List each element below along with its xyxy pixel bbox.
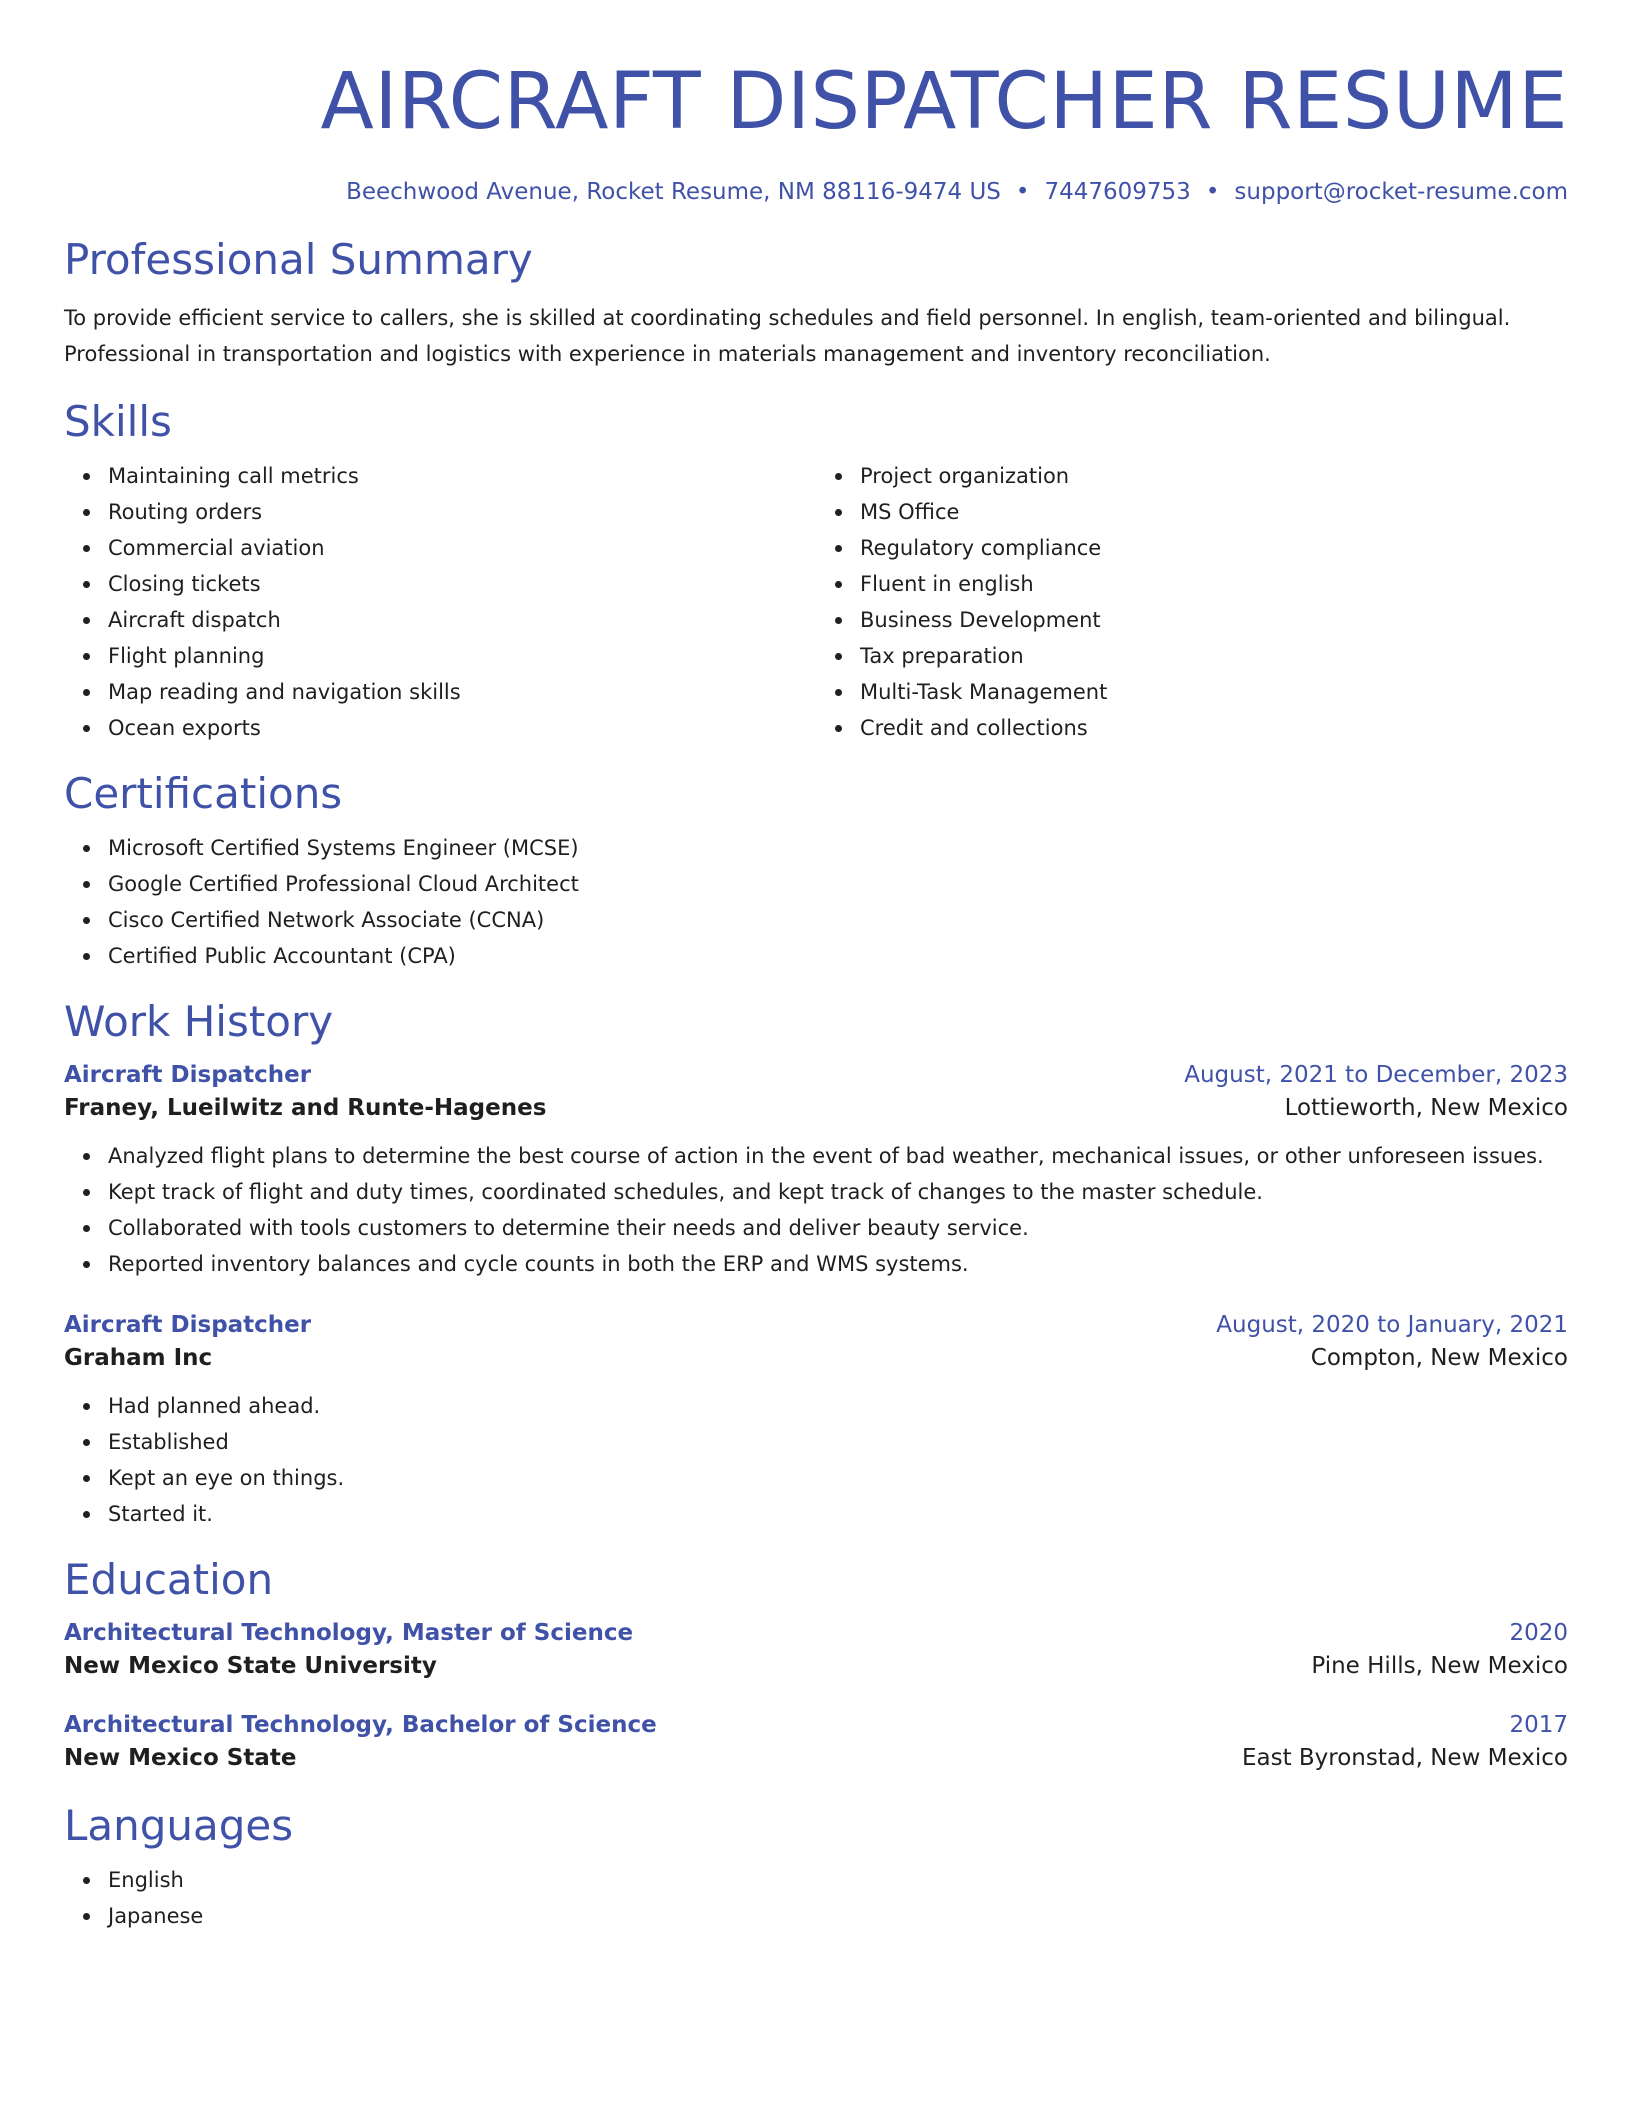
- education-heading: Education: [64, 1555, 274, 1604]
- language-item: English: [108, 1862, 1568, 1898]
- job-company: Franey, Lueilwitz and Runte-Hagenes: [64, 1095, 547, 1121]
- job-title-row: [64, 1062, 1568, 1088]
- certifications-heading: Certifications: [64, 769, 343, 818]
- skill-item: Commercial aviation: [108, 530, 816, 566]
- job-entry: [64, 1062, 1568, 1282]
- education-location: Pine Hills, New Mexico: [1311, 1653, 1568, 1679]
- summary-heading: Professional Summary: [64, 235, 533, 284]
- skills-columns: [64, 458, 1568, 746]
- job-dates: August, 2021 to December, 2023: [1184, 1062, 1568, 1088]
- job-location: Lottieworth, New Mexico: [1284, 1095, 1568, 1121]
- education-year: 2017: [1509, 1712, 1568, 1738]
- skill-item: Map reading and navigation skills: [108, 674, 816, 710]
- job-company: Graham Inc: [64, 1345, 213, 1371]
- job-entry: [64, 1312, 1568, 1532]
- skills-heading: Skills: [64, 397, 172, 446]
- skill-item: MS Office: [860, 494, 1568, 530]
- language-item: Japanese: [108, 1898, 1568, 1934]
- education-location: East Byronstad, New Mexico: [1241, 1745, 1568, 1771]
- certifications-section: [64, 768, 1568, 974]
- resume-header: [64, 0, 1568, 208]
- summary-line-1: To provide efficient service to callers, she is skilled at coordinating schedules and field personnel. In english, team-oriented and bilingual.: [64, 306, 1511, 330]
- work-history-heading: Work History: [64, 997, 334, 1046]
- education-section: [64, 1554, 1568, 1778]
- job-bullet: Started it.: [108, 1496, 1568, 1532]
- job-company-row: [64, 1338, 1568, 1378]
- contact-separator: •: [1205, 179, 1220, 205]
- summary-section: [64, 234, 1568, 372]
- education-school: New Mexico State: [64, 1745, 297, 1771]
- skill-item: Multi-Task Management: [860, 674, 1568, 710]
- job-bullet: Kept an eye on things.: [108, 1460, 1568, 1496]
- skill-item: Routing orders: [108, 494, 816, 530]
- skill-item: Ocean exports: [108, 710, 816, 746]
- certification-item: Cisco Certified Network Associate (CCNA): [108, 902, 1568, 938]
- education-degree-row: [64, 1620, 1568, 1646]
- job-bullet: Kept track of flight and duty times, coordinated schedules, and kept track of changes to the master schedule.: [108, 1174, 1568, 1210]
- contact-separator: •: [1015, 179, 1030, 205]
- job-bullets: [64, 1388, 1568, 1532]
- job-bullet: Analyzed flight plans to determine the best course of action in the event of bad weather, mechanical issues, or other unforeseen issues.: [108, 1138, 1568, 1174]
- job-bullet: Reported inventory balances and cycle counts in both the ERP and WMS systems.: [108, 1246, 1568, 1282]
- education-degree-row: [64, 1712, 1568, 1738]
- skills-section: [64, 396, 1568, 746]
- skill-item: Maintaining call metrics: [108, 458, 816, 494]
- education-degree: Architectural Technology, Master of Science: [64, 1620, 634, 1646]
- skills-list-right: [816, 458, 1568, 746]
- skill-item: Business Development: [860, 602, 1568, 638]
- skill-item: Project organization: [860, 458, 1568, 494]
- contact-email[interactable]: support@rocket-resume.com: [1234, 179, 1568, 205]
- contact-line: [64, 176, 1568, 208]
- skill-item: Credit and collections: [860, 710, 1568, 746]
- job-dates: August, 2020 to January, 2021: [1216, 1312, 1568, 1338]
- skills-list-left: [64, 458, 816, 746]
- job-bullets: [64, 1138, 1568, 1282]
- languages-list: [64, 1862, 1568, 1934]
- summary-line-2: Professional in transportation and logistics with experience in materials management and inventory reconciliation.: [64, 342, 1271, 366]
- education-year: 2020: [1509, 1620, 1568, 1646]
- certification-item: Google Certified Professional Cloud Architect: [108, 866, 1568, 902]
- education-degree: Architectural Technology, Bachelor of Science: [64, 1712, 657, 1738]
- summary-text: [64, 300, 1568, 372]
- skill-item: Closing tickets: [108, 566, 816, 602]
- contact-phone: 7447609753: [1044, 179, 1191, 205]
- job-location: Compton, New Mexico: [1310, 1345, 1568, 1371]
- work-history-section: [64, 996, 1568, 1532]
- skill-item: Tax preparation: [860, 638, 1568, 674]
- job-bullet: Collaborated with tools customers to determine their needs and deliver beauty service.: [108, 1210, 1568, 1246]
- contact-address: Beechwood Avenue, Rocket Resume, NM 88116-9474 US: [346, 179, 1001, 205]
- education-entry: [64, 1712, 1568, 1778]
- skill-item: Fluent in english: [860, 566, 1568, 602]
- skill-item: Flight planning: [108, 638, 816, 674]
- languages-heading: Languages: [64, 1801, 294, 1850]
- job-company-row: [64, 1088, 1568, 1128]
- job-title: Aircraft Dispatcher: [64, 1312, 312, 1338]
- certifications-list: [64, 830, 1568, 974]
- job-bullet: Established: [108, 1424, 1568, 1460]
- job-title-row: [64, 1312, 1568, 1338]
- job-bullet: Had planned ahead.: [108, 1388, 1568, 1424]
- job-title: Aircraft Dispatcher: [64, 1062, 312, 1088]
- education-school: New Mexico State University: [64, 1653, 437, 1679]
- education-school-row: [64, 1646, 1568, 1686]
- education-school-row: [64, 1738, 1568, 1778]
- certification-item: Microsoft Certified Systems Engineer (MCSE): [108, 830, 1568, 866]
- skill-item: Regulatory compliance: [860, 530, 1568, 566]
- certification-item: Certified Public Accountant (CPA): [108, 938, 1568, 974]
- education-entry: [64, 1620, 1568, 1686]
- resume-title: AIRCRAFT DISPATCHER RESUME: [320, 57, 1568, 147]
- skill-item: Aircraft dispatch: [108, 602, 816, 638]
- languages-section: [64, 1800, 1568, 1934]
